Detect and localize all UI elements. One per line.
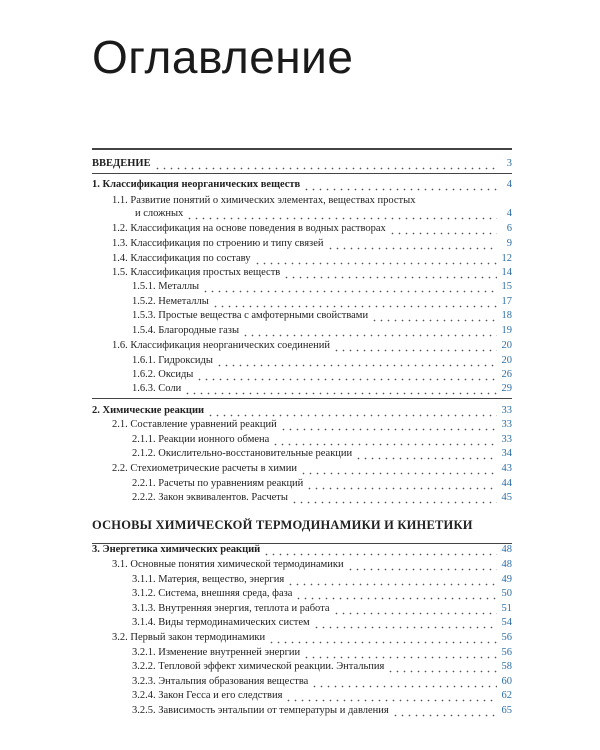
toc-page-number[interactable]: 34 [501,448,512,459]
toc-page-number[interactable]: 15 [501,281,512,292]
dot-leader [280,418,497,432]
top-rule [92,148,512,150]
chapter-divider [92,398,512,399]
page-title: Оглавление [92,31,354,83]
toc-page-number[interactable]: 56 [501,632,512,643]
toc-entry-label: 1.6.2. Оксиды [132,369,194,380]
dot-leader [212,295,497,309]
toc-entry-label: 2. Химические реакции [92,405,205,416]
toc-page-number[interactable]: 3 [506,158,512,169]
toc-entry[interactable] [132,433,512,447]
dot-leader [207,404,497,418]
dot-leader [389,222,497,236]
chapter-divider [92,173,512,174]
toc-entry[interactable] [112,266,512,280]
dot-leader [303,178,497,192]
toc-entry[interactable] [112,558,512,572]
toc-entry[interactable] [92,178,512,192]
dot-leader [313,616,497,630]
toc-entry-label: 3.2.1. Изменение внутренней энергии [132,647,301,658]
toc-entry-label: 1.6.1. Гидроксиды [132,355,213,366]
toc-page-number[interactable]: 9 [506,238,512,249]
toc-page-number[interactable]: 54 [501,617,512,628]
dot-leader [291,491,497,505]
dot-leader [263,543,497,557]
toc-entry[interactable] [112,631,512,645]
dot-leader [283,266,497,280]
toc-page-number[interactable]: 48 [501,544,512,555]
section-title: ОСНОВЫ ХИМИЧЕСКОЙ ТЕРМОДИНАМИКИ И КИНЕТИКИ [92,518,473,532]
dot-leader [196,368,497,382]
toc-page-number[interactable]: 6 [506,223,512,234]
dot-leader [333,339,497,353]
dot-leader [202,280,497,294]
toc-entry[interactable] [132,354,512,368]
toc-entry-label: 1. Классификация неорганических веществ [92,179,301,190]
toc-entry[interactable] [112,252,512,266]
toc-entry[interactable] [132,295,512,309]
toc-page-number[interactable]: 33 [501,405,512,416]
toc-entry-label: ВВЕДЕНИЕ [92,158,151,169]
toc-entry[interactable] [132,447,512,461]
toc-page-number[interactable]: 14 [501,267,512,278]
toc-entry-label: 3.1.1. Материя, вещество, энергия [132,574,285,585]
toc-page-number[interactable]: 65 [501,705,512,716]
toc-entry[interactable] [132,324,512,338]
toc-page-number[interactable]: 48 [501,559,512,570]
toc-entry[interactable] [135,207,512,221]
dot-leader [371,309,497,323]
toc-entry[interactable] [132,646,512,660]
toc-entry-label: 1.5.2. Неметаллы [132,296,209,307]
toc-entry[interactable] [132,477,512,491]
toc-entry-label: 3.1. Основные понятия химической термодинамики [112,559,344,570]
toc-page-number[interactable]: 18 [501,310,512,321]
toc-page-number[interactable]: 12 [501,253,512,264]
toc-page-number[interactable]: 26 [501,369,512,380]
toc-entry-label: 3.2.3. Энтальпия образования вещества [132,676,309,687]
toc-entry-label: 2.1.2. Окислительно-восстановительные реакции [132,448,353,459]
toc-page-number[interactable]: 44 [501,478,512,489]
toc-page-number[interactable]: 50 [501,588,512,599]
toc-entry-label: 3.2.5. Зависимость энтальпии от температуры и давления [132,705,389,716]
toc-entry[interactable] [132,660,512,674]
toc-page-number[interactable]: 4 [506,179,512,190]
toc-entry[interactable] [132,491,512,505]
toc-entry[interactable] [132,704,512,718]
toc-entry-label: 1.6. Классификация неорганических соединений [112,340,331,351]
toc-entry-label: 1.5.3. Простые вещества с амфотерными свойствами [132,310,369,321]
toc-entry[interactable] [132,616,512,630]
toc-entry-label: 1.5. Классификация простых веществ [112,267,281,278]
dot-leader [300,462,497,476]
toc-page-number[interactable]: 20 [501,355,512,366]
toc-entry-label: 1.6.3. Соли [132,383,182,394]
dot-leader [154,157,497,171]
toc-entry-label: 3. Энергетика химических реакций [92,544,261,555]
toc-entry-label: 1.3. Классификация по строению и типу связей [112,238,324,249]
toc-page-number[interactable]: 62 [501,690,512,701]
toc-entry[interactable] [112,462,512,476]
toc-entry-label: 3.1.4. Виды термодинамических систем [132,617,310,628]
dot-leader [216,354,497,368]
dot-leader [306,477,497,491]
toc-page-number[interactable]: 60 [501,676,512,687]
toc-page-number[interactable]: 45 [501,492,512,503]
dot-leader [272,433,497,447]
toc-page-number[interactable]: 56 [501,647,512,658]
dot-leader [387,660,497,674]
dot-leader [392,704,497,718]
toc-entry-label: 1.5.4. Благородные газы [132,325,240,336]
toc-entry[interactable] [132,382,512,396]
toc-page-number[interactable]: 43 [501,463,512,474]
dot-leader [355,447,497,461]
dot-leader [186,207,497,221]
toc-entry[interactable] [132,587,512,601]
dot-leader [303,646,497,660]
toc-page-number[interactable]: 17 [501,296,512,307]
dot-leader [327,237,498,251]
dot-leader [285,689,497,703]
toc-entry-label: 3.2. Первый закон термодинамики [112,632,266,643]
dot-leader [311,675,497,689]
toc-page-number[interactable]: 33 [501,419,512,430]
toc-page-number[interactable]: 20 [501,340,512,351]
dot-leader [184,382,497,396]
toc-entry-label: 1.4. Классификация по составу [112,253,251,264]
toc-page-number[interactable]: 51 [501,603,512,614]
toc-entry[interactable] [112,237,512,251]
toc-entry-label: и сложных [135,208,184,219]
toc-page-number[interactable]: 29 [501,383,512,394]
toc-entry-label: 2.2.2. Закон эквивалентов. Расчеты [132,492,288,503]
toc-entry[interactable] [92,543,512,557]
toc-page-number[interactable]: 33 [501,434,512,445]
dot-leader [333,602,497,616]
toc-entry[interactable] [132,675,512,689]
toc-entry-label: 3.2.4. Закон Гесса и его следствия [132,690,283,701]
toc-entry[interactable] [112,339,512,353]
dot-leader [268,631,497,645]
toc-entry[interactable] [112,222,512,236]
toc-entry-label: 3.1.3. Внутренняя энергия, теплота и работа [132,603,330,614]
toc-entry[interactable] [132,602,512,616]
toc-entry-label: 2.1. Составление уравнений реакций [112,419,277,430]
toc-page-number[interactable]: 4 [506,208,512,219]
toc-entry-label: 2.1.1. Реакции ионного обмена [132,434,270,445]
toc-entry[interactable] [92,157,512,171]
toc-entry-label: 3.1.2. Система, внешняя среда, фаза [132,588,293,599]
toc-entry[interactable] [132,573,512,587]
toc-entry[interactable] [92,404,512,418]
toc-entry-label: 2.2.1. Расчеты по уравнениям реакций [132,478,304,489]
toc-entry-label: 1.5.1. Металлы [132,281,200,292]
toc-entry-label: 2.2. Стехиометрические расчеты в химии [112,463,297,474]
toc-entry-label: 1.2. Классификация на основе поведения в водных растворах [112,223,386,234]
toc-entry[interactable] [132,309,512,323]
dot-leader [295,587,497,601]
toc-entry[interactable] [132,689,512,703]
dot-leader [242,324,497,338]
toc-entry[interactable] [112,418,512,432]
dot-leader [347,558,497,572]
dot-leader [254,252,498,266]
toc-entry-label: 1.1. Развитие понятий о химических элементах, веществах простых [112,195,416,206]
toc-page-number[interactable]: 19 [501,325,512,336]
toc-page-number[interactable]: 58 [501,661,512,672]
toc-entry[interactable] [132,280,512,294]
toc-page-number[interactable]: 49 [501,574,512,585]
dot-leader [287,573,497,587]
toc-entry[interactable] [132,368,512,382]
toc-entry-label: 3.2.2. Тепловой эффект химической реакции. Энтальпия [132,661,385,672]
